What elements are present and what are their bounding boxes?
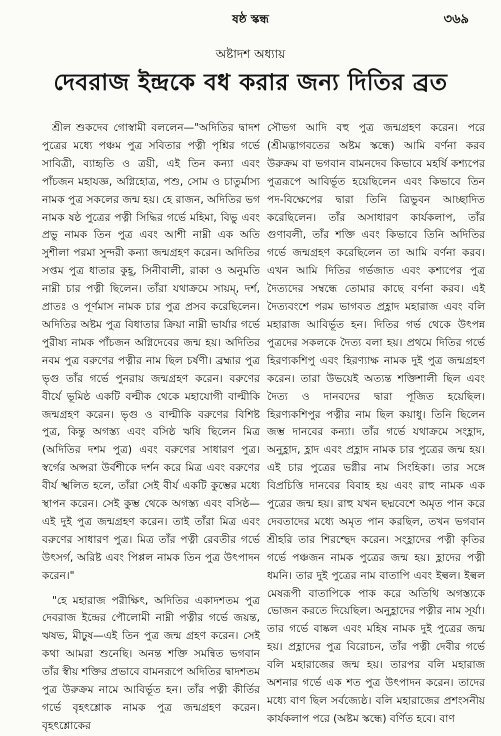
running-header bbox=[0, 10, 501, 28]
left-column bbox=[42, 120, 260, 732]
paragraph: "হে মহারাজ পরীক্ষিৎ, অদিতির একাদশতম পুত্র দেবরাজ ইন্দ্রের পৌলোমী নাম্নী পত্নীর গর্ভে জয়ন্ত, ঋষভ, মীঢ়ুষ—এই তিন পুত্র জন্ম গ্রহণ করেন। সেই কথা আমরা শুনেছি। অনন্ত শক্তি সমন্বিত ভগবান তাঁর স্বীয় শক্তির প্রভাবে বামনরূপে অদিতির দ্বাদশতম পুত্র উরুক্রম নামে আবির্ভূত হন। তাঁর পত্নী কীর্তির গর্ভে বৃহৎশ্লোক নামক পুত্র জন্মগ্রহণ করেন। বৃহৎশ্লোকের bbox=[42, 594, 260, 732]
paragraph: সৌভগ আদি বহু পুত্র জন্মগ্রহণ করেন। পরে (শ্রীমদ্ভাগবতের অষ্টম স্কন্ধে) আমি বর্ণনা করব উরুক্রম বা ভগবান বামনদেব কিভাবে মহর্ষি কশ্যপের পুত্ররূপে আবির্ভূত হয়েছিলেন এবং কিভাবে তিন পদ-বিক্ষেপের দ্বারা তিনি ত্রিভুবন আচ্ছাদিত করেছিলেন। তাঁর অসাধারণ কার্যকলাপ, তাঁর গুণাবলী, তাঁর শক্তি এবং কিভাবে তিনি অদিতির গর্ভে জন্মগ্রহণ করেছিলেন তা আমি বর্ণনা করব। এখন আমি দিতির গর্ভজাত এবং কশ্যপের পুত্র দৈত্যদের সম্বন্ধে তোমার কাছে বর্ণনা করব। এই দৈত্যবংশে পরম ভাগবত প্রহ্লাদ মহারাজ এবং বলি মহারাজ আবির্ভূত হন। দিতির গর্ভ থেকে উৎপন্ন পুত্রদের সকলকে দৈত্য বলা হয়। প্রথমে দিতির গর্ভে হিরণ্যকশিপু এবং হিরণ্যাক্ষ নামক দুই পুত্র জন্মগ্রহণ করেন। তারা উভয়েই অত্যন্ত শক্তিশালী ছিল এবং দৈত্য ও দানবদের দ্বারা পূজিত হয়েছিল। হিরণ্যকশিপুর পত্নীর নাম ছিল কয়াধু। তিনি ছিলেন জম্ভ দানবের কন্যা। তাঁর গর্ভে যথাক্রমে সংহ্লাদ, অনুহ্লাদ, হ্লাদ এবং প্রহ্লাদ নামক চার পুত্রের জন্ম হয়। এই চার পুত্রের ভগ্নীর নাম সিংহিকা। তার সঙ্গে বিপ্রচিত্তি দানবের বিবাহ হয় এবং রাহু নামক এক পুত্রের জন্ম হয়। রাহু যখন ছদ্মবেশে অমৃত পান করে দেবতাদের মধ্যে অমৃত পান করছিল, তখন ভগবান শ্রীহরি তার শিরশ্ছেদ করেন। সংহ্লাদের পত্নী কৃতির গর্ভে পঞ্চজন নামক পুত্রের জন্ম হয়। হ্লাদের পত্নী ধমনি। তার দুই পুত্রের নাম বাতাপি এবং ইল্বল। ইল্বল মেষরূপী বাতাপিকে পাক করে অতিথি অগস্ত্যকে ভোজন করতে দিয়েছিল। অনুহ্লাদের পত্নীর নাম সূর্যা। তার গর্ভে বাষ্কল এবং মহিষ নামক দুই পুত্রের জন্ম হয়। প্রহ্লাদের পুত্র বিরোচন, তাঁর পত্নী দেবীর গর্ভে বলি মহারাজের জন্ম হয়। তারপর বলি মহারাজ অশনার গর্ভে এক শত পুত্র উৎপাদন করেন। তাদের মধ্যে বাণ ছিল সর্বজ্যেষ্ঠ। বলি মহারাজের প্রশংসনীয় কার্যকলাপ পরে (অষ্টম স্কন্ধে) বর্ণিত হবে। বাণ bbox=[267, 122, 485, 725]
right-column bbox=[267, 120, 485, 725]
page-number: ৩৬৯ bbox=[443, 12, 469, 27]
paragraph: শ্রীল শুকদেব গোস্বামী বললেন—"অদিতির দ্বাদশ পুত্রের মধ্যে পঞ্চম পুত্র সবিতার পত্নী পৃশ্নির গর্ভে সাবিত্রী, ব্যাহৃতি ও ত্রয়ী, এই তিন কন্যা এবং পাঁচজন মহাযজ্ঞ, অগ্নিহোত্র, পশু, সোম ও চাতুর্মাস্য নামক পুত্র সকলের জন্ম হয়। হে রাজন, অদিতির ভগ নামক ষষ্ঠ পুত্রের পত্নী সিদ্ধির গর্ভে মহিমা, বিভু এবং প্রভু নামক তিন পুত্র এবং আশী নাম্নী এক অতি সুশীলা পরমা সুন্দরী কন্যা জন্মগ্রহণ করেন। অদিতির সপ্তম পুত্র ধাতার কুহূ, সিনীবালী, রাকা ও অনুমতি নাম্নী চার পত্নী ছিলেন। তাঁরা যথাক্রমে সায়ম্‌, দর্শ, প্রাতঃ ও পূর্ণমাস নামক চার পুত্র প্রসব করেছিলেন। অদিতির অষ্টম পুত্র বিধাতার ক্রিয়া নাম্নী ভার্যার গর্ভে পুরীষ্য নামক পাঁচজন অগ্নিদেবের জন্ম হয়। অদিতির নবম পুত্র বরুণের পত্নীর নাম ছিল চর্ষণী। ব্রহ্মার পুত্র ভৃগু তাঁর গর্ভে পুনরায় জন্মগ্রহণ করেন। বরুণের বীর্যে ভূমিষ্ঠ একটি বল্মীক থেকে মহাযোগী বাল্মীকি জন্মগ্রহণ করেন। ভৃগু ও বাল্মীকি বরুণের বিশিষ্ট পুত্র, কিন্তু অগস্ত্য এবং বসিষ্ঠ ঋষি ছিলেন মিত্র (অদিতির দশম পুত্র) এবং বরুণের সাধারণ পুত্র। স্বর্গের অপ্সরা উর্বশীকে দর্শন করে মিত্র এবং বরুণের বীর্য স্খলিত হলে, তাঁরা সেই বীর্য একটি কুম্ভের মধ্যে স্থাপন করেন। সেই কুম্ভ থেকে অগস্ত্য এবং বসিষ্ঠ—এই দুই পুত্র জন্মগ্রহণ করেন। তাই তাঁরা মিত্র এবং বরুণের সাধারণ পুত্র। মিত্র তাঁর পত্নী রেবতীর গর্ভে উৎসর্গ, অরিষ্ট এবং পিপ্পল নামক তিন পুত্র উৎপাদন করেন।" bbox=[42, 122, 260, 582]
chapter-label: অষ্টাদশ অধ্যায় bbox=[215, 47, 286, 61]
chapter-title: দেবরাজ ইন্দ্রকে বধ করার জন্য দিতির ব্রত bbox=[53, 70, 448, 96]
section-name: ষষ্ঠ স্কন্ধ bbox=[232, 12, 269, 26]
